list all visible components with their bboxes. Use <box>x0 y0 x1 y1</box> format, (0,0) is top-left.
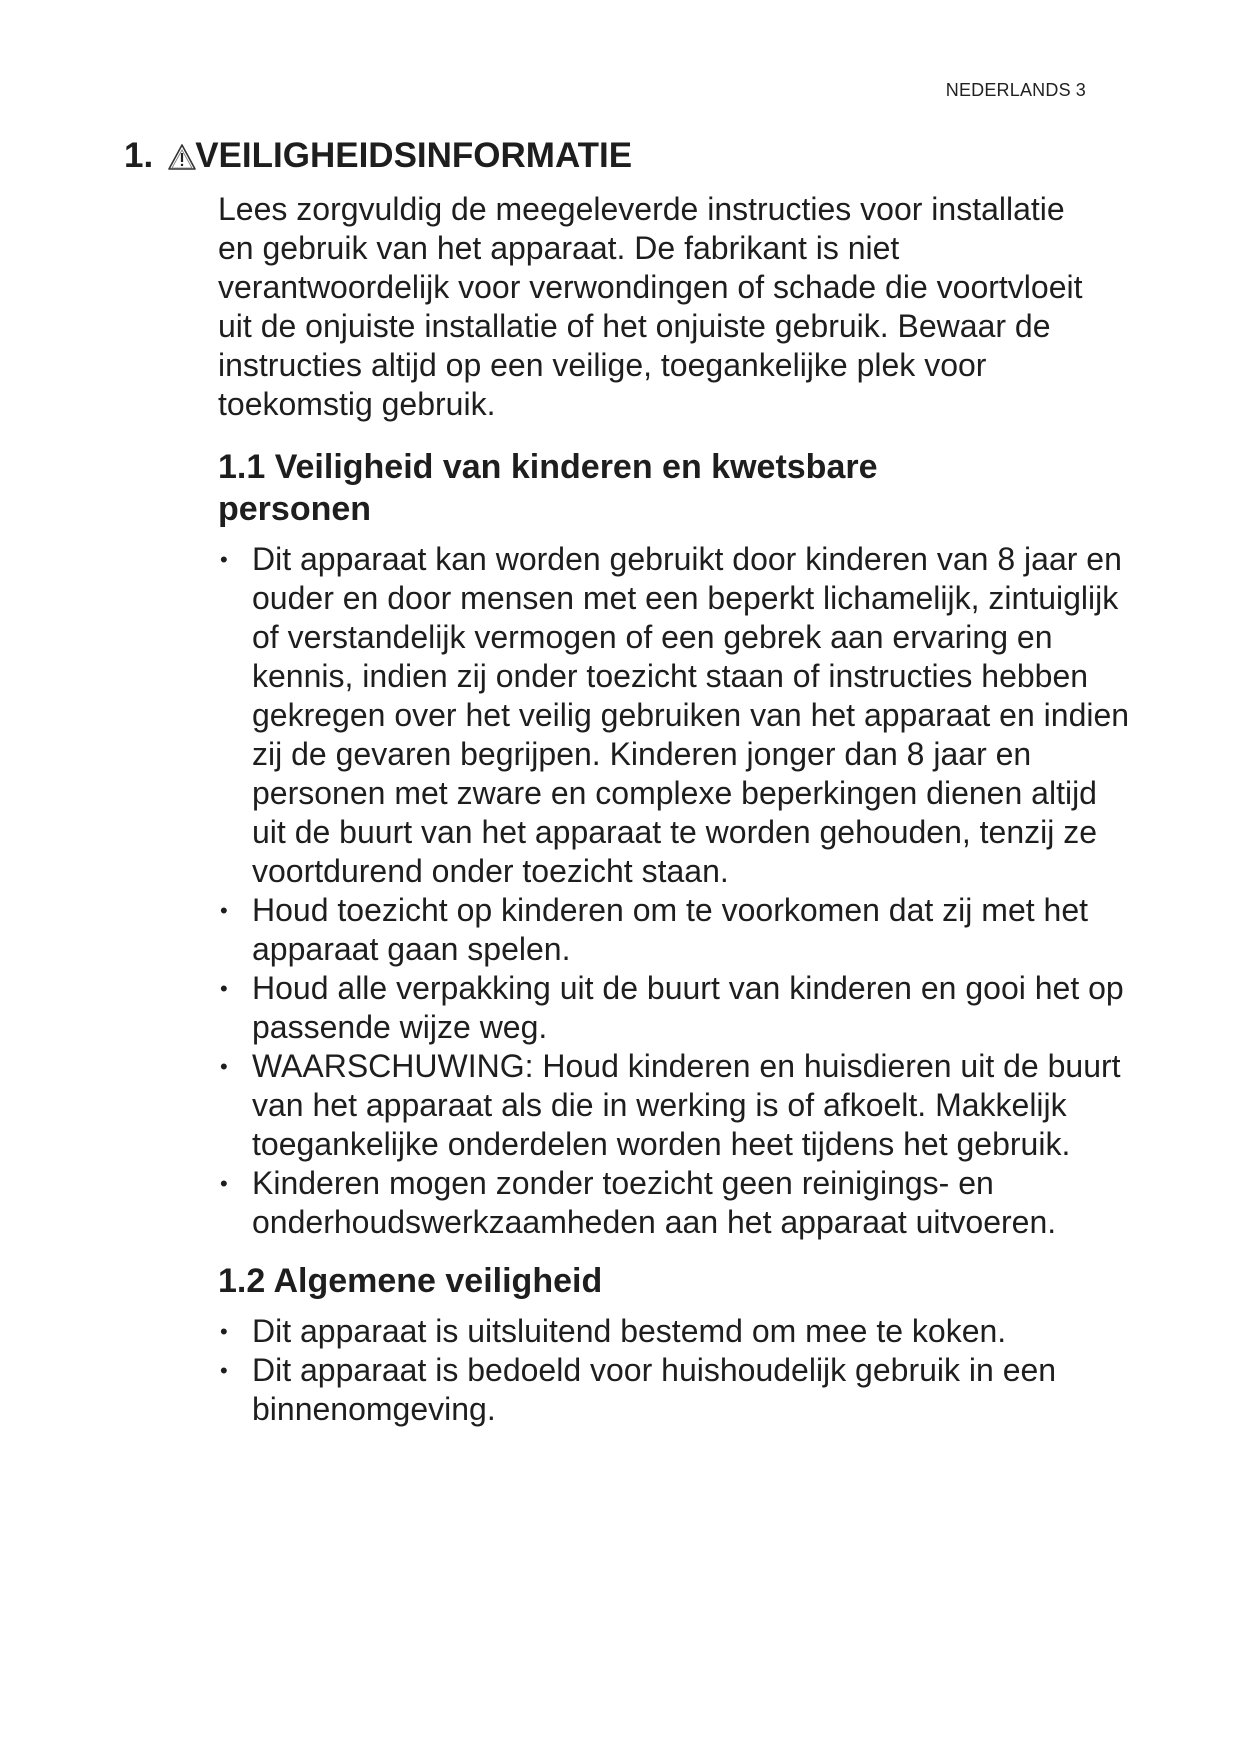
bullet-icon: • <box>220 1054 228 1079</box>
list-item-text: WAARSCHUWING: Houd kinderen en huisdieren uit de buurt van het apparaat als die in werking is of afkoelt. Makkelijk toegankelijke onderdelen worden heet tijdens het gebruik. <box>252 1048 1121 1162</box>
bullet-icon: • <box>220 1171 228 1196</box>
general-safety-list <box>218 1312 1138 1429</box>
page-content <box>218 190 1138 1429</box>
list-item-text: Dit apparaat kan worden gebruikt door kinderen van 8 jaar en ouder en door mensen met een beperkt lichamelijk, zintuiglijk of verstandelijk vermogen of een gebrek aan ervaring en kennis, indien zij onder toezicht staan of instructies hebben gekregen over het veilig gebruiken van het apparaat en indien zij de gevaren begrijpen. Kinderen jonger dan 8 jaar en personen met zware en complexe beperkingen dienen altijd uit de buurt van het apparaat te worden gehouden, tenzij ze voortdurend onder toezicht staan. <box>252 541 1130 889</box>
list-item-text: Kinderen mogen zonder toezicht geen reinigings- en onderhoudswerkzaamheden aan het apparaat uitvoeren. <box>252 1165 1057 1240</box>
warning-triangle-icon <box>167 140 197 168</box>
list-item <box>218 1164 1138 1242</box>
list-item <box>218 969 1138 1047</box>
list-item <box>218 1312 1138 1351</box>
intro-paragraph: Lees zorgvuldig de meegeleverde instructies voor installatie en gebruik van het apparaat. De fabrikant is niet verantwoordelijk voor verwondingen of schade die voortvloeit uit de onjuiste installatie of het onjuiste gebruik. Bewaar de instructies altijd op een veilige, toegankelijke plek voor toekomstig gebruik. <box>218 191 1083 422</box>
list-item-text: Houd alle verpakking uit de buurt van kinderen en gooi het op passende wijze weg. <box>252 970 1124 1045</box>
header-language: NEDERLANDS <box>945 80 1071 100</box>
list-item <box>218 891 1138 969</box>
page-header <box>946 80 1086 101</box>
bullet-icon: • <box>220 976 228 1001</box>
list-item-text: Dit apparaat is uitsluitend bestemd om mee te koken. <box>252 1313 1007 1349</box>
list-item <box>218 540 1138 891</box>
subsection-title-1-2: 1.2 Algemene veiligheid <box>218 1262 603 1300</box>
list-item <box>218 1351 1138 1429</box>
bullet-icon: • <box>220 1319 228 1344</box>
list-item-text: Houd toezicht op kinderen om te voorkomen dat zij met het apparaat gaan spelen. <box>252 892 1088 967</box>
list-item <box>218 1047 1138 1164</box>
section-number: 1. <box>124 136 154 175</box>
section-title: VEILIGHEIDSINFORMATIE <box>195 136 633 175</box>
section-heading <box>124 136 632 176</box>
page-number: 3 <box>1075 80 1086 100</box>
list-item-text: Dit apparaat is bedoeld voor huishoudelijk gebruik in een binnenomgeving. <box>252 1352 1057 1427</box>
bullet-icon: • <box>220 1358 228 1383</box>
subsection-title-1-1: 1.1 Veiligheid van kinderen en kwetsbare personen <box>218 448 878 528</box>
child-safety-list <box>218 540 1138 1242</box>
bullet-icon: • <box>220 898 228 923</box>
bullet-icon: • <box>220 547 228 572</box>
